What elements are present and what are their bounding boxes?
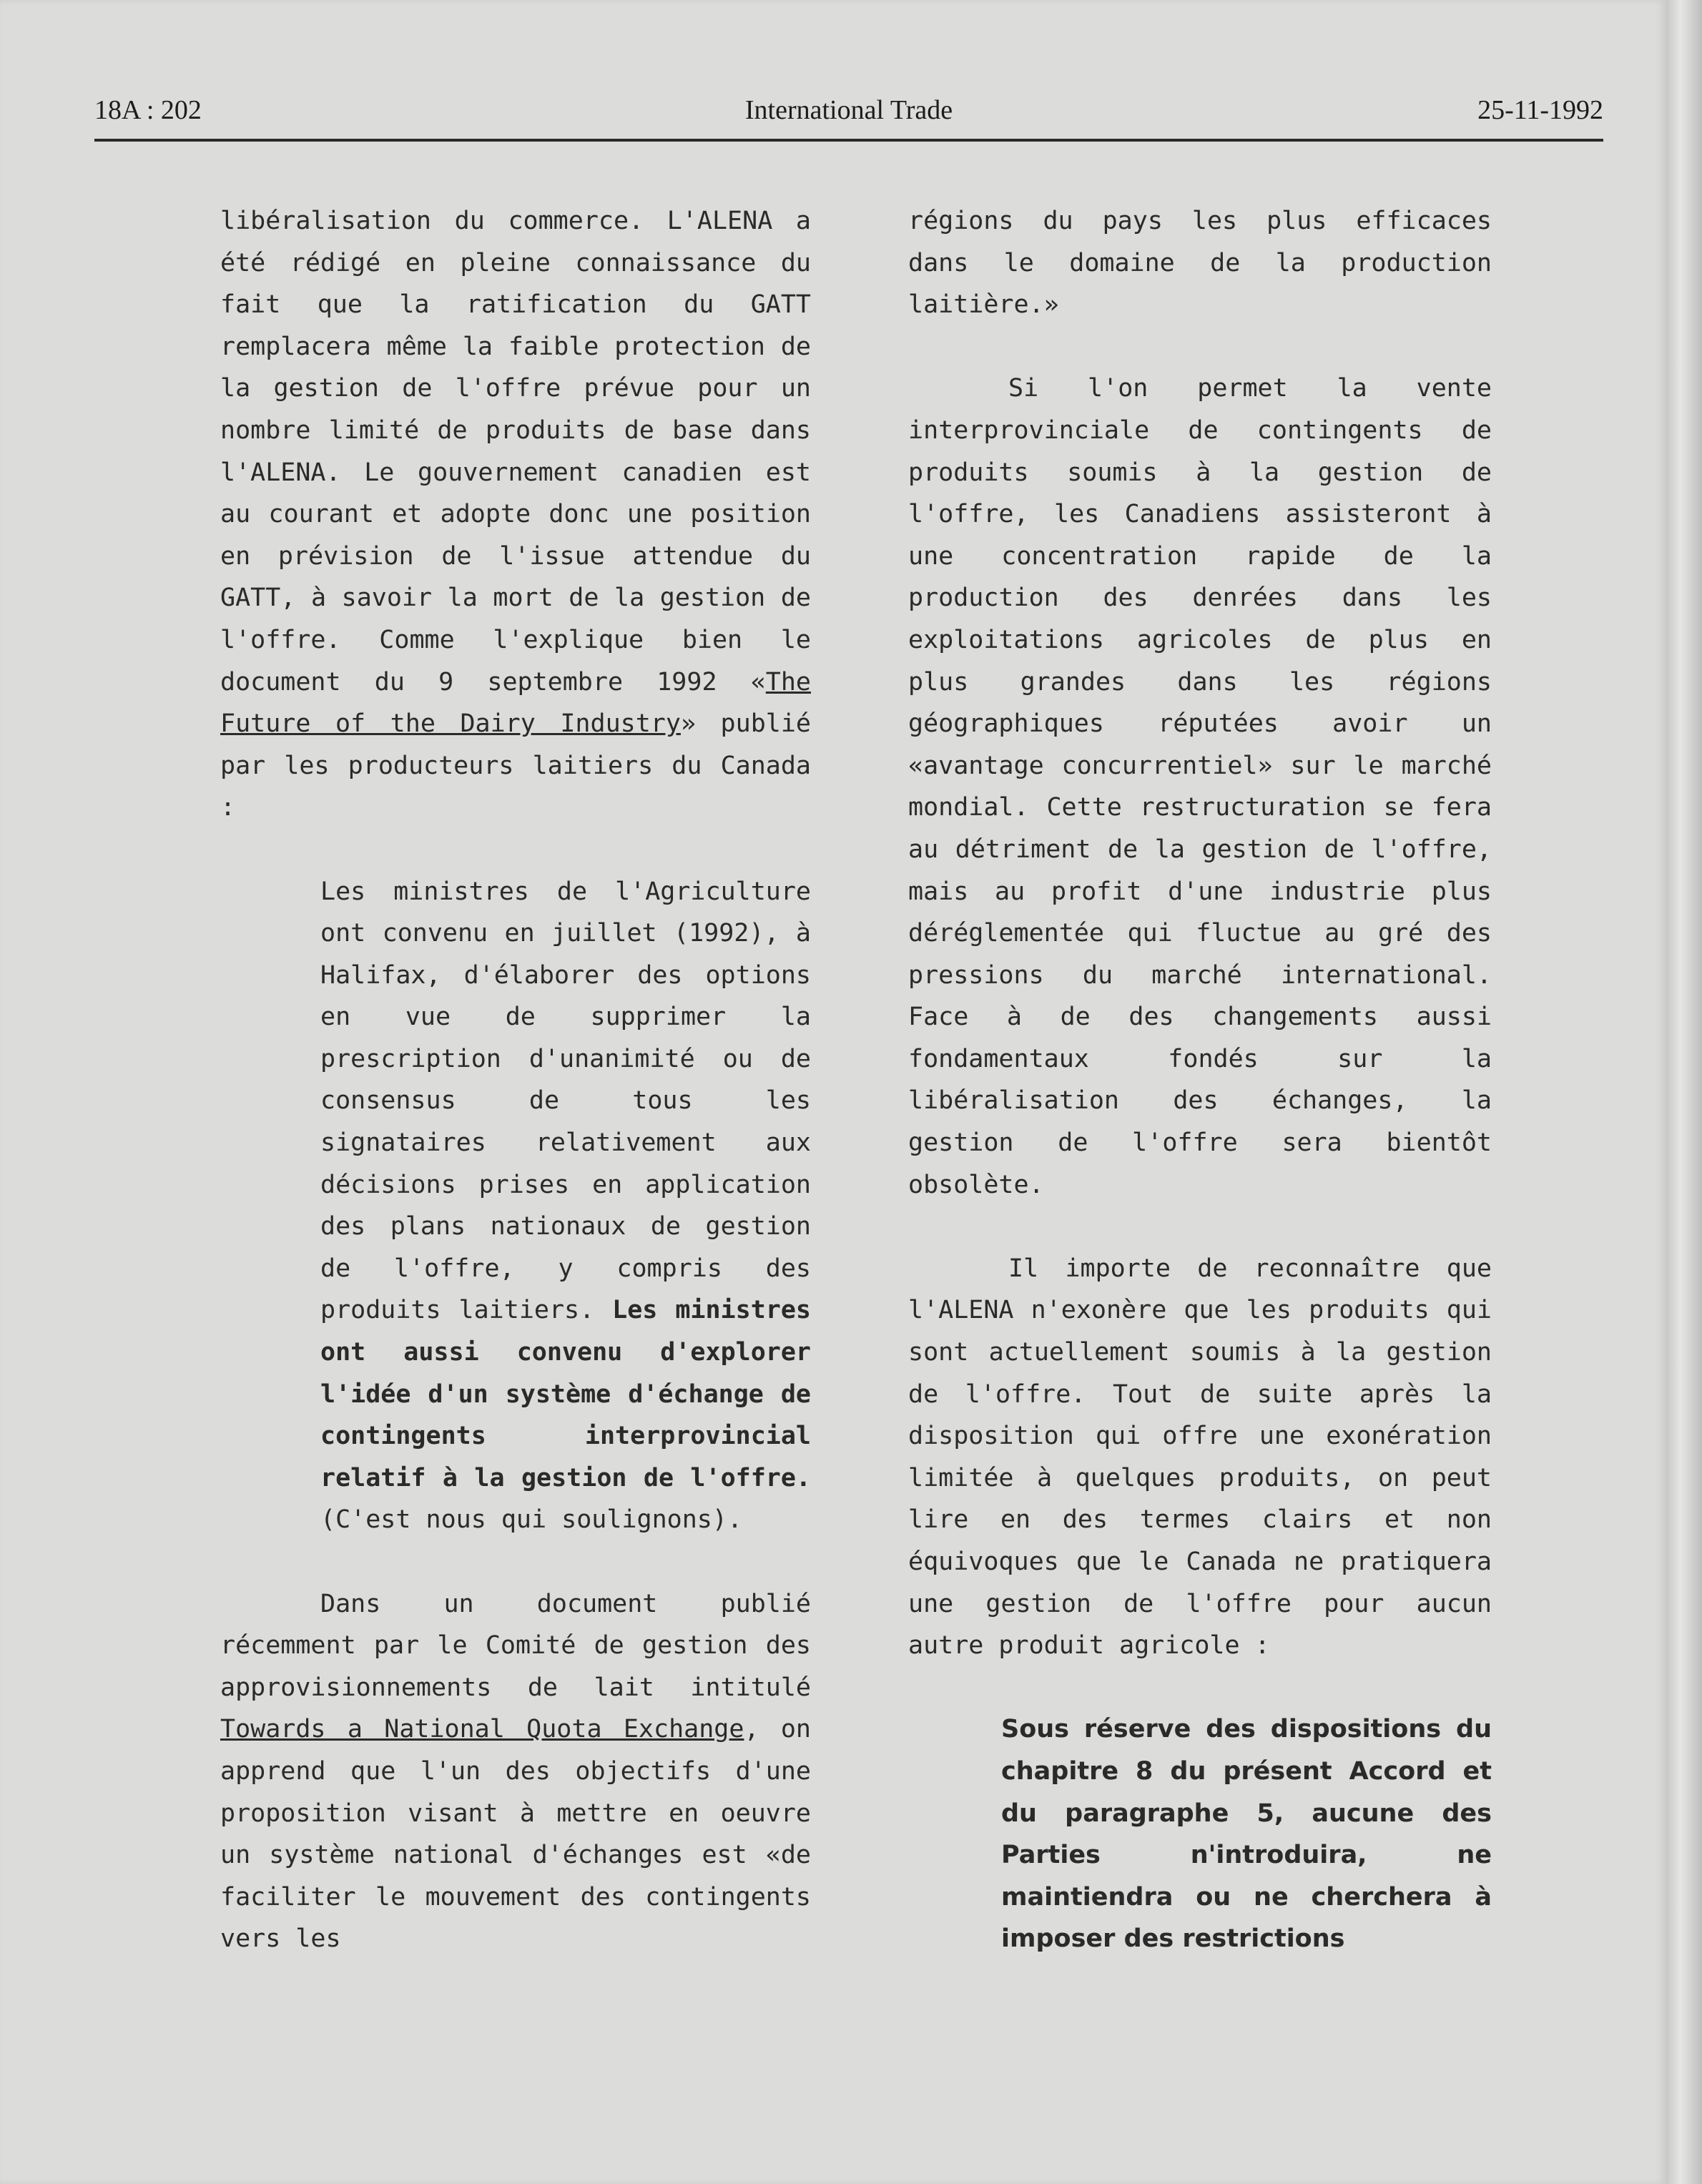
paragraph: libéralisation du commerce. L'ALENA a été rédigé en pleine connaissance du fait que la ratification du GATT remplacera même la faible protection de la gestion de l'offre prévue pour un nombre limité de produits de base dans l'ALENA. Le gouvernement canadien est au courant et adopte donc une position en prévision de l'issue attendue du GATT, à savoir la mort de la gestion de l'offre. Comme l'explique bien le document du 9 septembre 1992 «The Future of the Dairy Industry» publié par les producteurs laitiers du Canada : xyxy=(220,207,811,822)
underlined-title: The Future of the Dairy Industry xyxy=(220,667,811,739)
left-column xyxy=(220,200,811,2002)
underlined-title: Towards a National Quota Exchange xyxy=(220,1715,744,1744)
paragraph: régions du pays les plus efficaces dans le domaine de la production laitière.» xyxy=(908,207,1492,320)
header-rule xyxy=(94,139,1603,142)
page-edge xyxy=(1666,0,1702,2184)
paragraph: Si l'on permet la vente interprovinciale de contingents de produits soumis à la gestion de l'offre, les Canadiens assisteront à une concentration rapide de la production des denrées dans les exploitations agricoles de plus en plus grandes dans les régions géographiques réputées avoir un «avantage concurrentiel» sur le marché mondial. Cette restructuration se fera au détriment de la gestion de l'offre, mais au profit d'une industrie plus déréglementée qui fluctue au gré des pressions du marché international. Face à de des changements aussi fondamentaux fondés sur la libéralisation des échanges, la gestion de l'offre sera bientôt obsolète. xyxy=(908,374,1492,1199)
block-quote: Sous réserve des dispositions du chapitre 8 du présent Accord et du paragraphe 5, aucune des Parties n'introduira, ne maintiendra ou ne cherchera à imposer des restrictions xyxy=(1001,1715,1492,1954)
block-quote: Les ministres de l'Agriculture ont convenu en juillet (1992), à Halifax, d'élaborer des options en vue de supprimer la prescription d'unanimité ou de consensus de tous les signataires relativement aux décisions prises en application des plans nationaux de gestion de l'offre, y compris des produits laitiers. Les ministres ont aussi convenu d'explorer l'idée d'un système d'échange de contingents interprovincial relatif à la gestion de l'offre. (C'est nous qui soulignons). xyxy=(320,877,811,1535)
paragraph: Il importe de reconnaître que l'ALENA n'exonère que les produits qui sont actuellement soumis à la gestion de l'offre. Tout de suite après la disposition qui offre une exonération limitée à quelques produits, on peut lire en des termes clairs et non équivoques que le Canada ne pratiquera une gestion de l'offre pour aucun autre produit agricole : xyxy=(908,1254,1492,1661)
page-number: 18A : 202 xyxy=(94,95,202,125)
right-column xyxy=(908,200,1492,2002)
publication-title: International Trade xyxy=(744,95,953,125)
page-date: 25-11-1992 xyxy=(1477,95,1603,125)
page-header xyxy=(94,94,1603,137)
emphasized-text: Les ministres ont aussi convenu d'explorer l'idée d'un système d'échange de contingents interprovincial relatif à la gestion de l'offre. xyxy=(320,1296,811,1492)
paragraph: Dans un document publié récemment par le Comité de gestion des approvisionnements de lait intitulé Towards a National Quota Exchange, on apprend que l'un des objectifs d'une proposition visant à mettre en oeuvre un système national d'échanges est «de faciliter le mouvement des contingents vers les xyxy=(220,1589,811,1954)
